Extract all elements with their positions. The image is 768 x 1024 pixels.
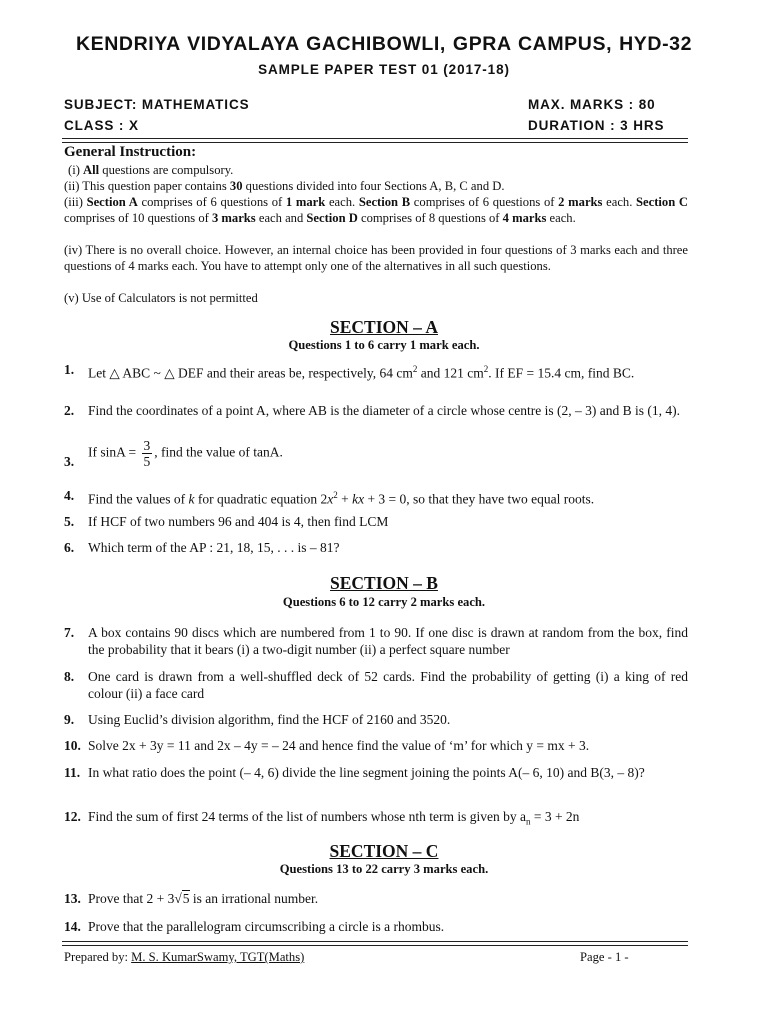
section-c-subtitle: Questions 13 to 22 carry 3 marks each. bbox=[279, 862, 489, 876]
question-3: 3. If sinA = $\frac{3}{5}$ , find the value of tanA. bbox=[64, 438, 283, 469]
question-12: 12. Find the sum of first 24 terms of the list of numbers whose nth term is given by $a_n = 3 + 2n$ bbox=[64, 809, 580, 827]
instructions-title: General Instruction: bbox=[64, 144, 197, 160]
header-divider bbox=[62, 138, 688, 143]
footer-prepared-by: Prepared by: M. S. KumarSwamy, TGT(Maths) bbox=[64, 950, 305, 964]
section-b-title: SECTION – B bbox=[330, 573, 438, 593]
question-14: 14. Prove that the parallelogram circumscribing a circle is a rhombus. bbox=[64, 919, 445, 934]
school-name: KENDRIYA VIDYALAYA GACHIBOWLI, GPRA CAMPUS, HYD-32 bbox=[75, 33, 693, 55]
question-11: 11. In what ratio does the point (– 4, 6) divide the line segment joining the points A(– 6, 10) and B(3, – 8)? bbox=[64, 765, 645, 780]
max-marks-label: MAX. MARKS : 80 bbox=[528, 97, 656, 112]
duration-label: DURATION : 3 HRS bbox=[528, 118, 665, 133]
footer-divider bbox=[62, 941, 688, 946]
question-6: 6. Which term of the AP : 21, 18, 15, . . . is – 81? bbox=[64, 540, 340, 555]
radical-expression: 2 + 3√5 bbox=[146, 891, 190, 906]
instruction-iv: (iv) There is no overall choice. However, an internal choice has been provided in four questions of 3 marks each and three questions of 4 marks each. You have to attempt only one of the alternatives in all such questions. bbox=[64, 243, 688, 273]
question-1: 1. Let △ ABC ~ △ DEF and their areas be, respectively, 64 $cm^2$ and 121 $cm^2$. If EF = 15.4 cm, find BC. bbox=[64, 362, 635, 381]
question-2: 2. Find the coordinates of a point A, where AB is the diameter of a circle whose centre is (2, – 3) and B is (1, 4). bbox=[64, 403, 680, 418]
question-8: 8. One card is drawn from a well-shuffled deck of 52 cards. Find the probability of getting (i) a king of red colour (ii) a face card bbox=[64, 669, 688, 701]
question-10: 10. Solve 2x + 3y = 11 and 2x – 4y = – 24 and hence find the value of ‘m’ for which y = mx + 3. bbox=[64, 738, 590, 753]
section-c-title: SECTION – C bbox=[329, 841, 439, 861]
section-b-subtitle: Questions 6 to 12 carry 2 marks each. bbox=[282, 595, 486, 609]
question-4: 4. Find the values of k for quadratic equation $2x^2$ + kx + 3 = 0, so that they have two equal roots. bbox=[64, 488, 595, 507]
author-name: M. S. KumarSwamy, TGT(Maths) bbox=[131, 950, 305, 964]
class-label: CLASS : X bbox=[64, 118, 139, 133]
section-a-title: SECTION – A bbox=[330, 317, 438, 337]
question-5: 5. If HCF of two numbers 96 and 404 is 4, then find LCM bbox=[64, 514, 389, 529]
section-a-subtitle: Questions 1 to 6 carry 1 mark each. bbox=[288, 338, 480, 352]
fraction-three-fifths: $\frac{3}{5}$ bbox=[143, 438, 151, 469]
instruction-ii: (ii) This question paper contains 30 questions divided into four Sections A, B, C and D. bbox=[64, 179, 505, 193]
question-13: 13. Prove that 2 + 3√5 is an irrational number. bbox=[64, 891, 319, 906]
page-number: Page - 1 - bbox=[580, 950, 629, 964]
instruction-v: (v) Use of Calculators is not permitted bbox=[64, 291, 258, 305]
question-7: 7. A box contains 90 discs which are numbered from 1 to 90. If one disc is drawn at random from the box, find the probability that it bears (i) a two-digit number (ii) a perfect square number bbox=[64, 625, 688, 657]
instruction-iii: (iii) Section A comprises of 6 questions of 1 mark each. Section B comprises of 6 questions of 2 marks each. Section C comprises of 10 questions of 3 marks each and Section D comprises of 8 questions of 4 marks each. bbox=[64, 195, 689, 225]
instruction-i: (i) All questions are compulsory. bbox=[68, 163, 234, 177]
paper-title: SAMPLE PAPER TEST 01 (2017-18) bbox=[258, 62, 510, 77]
question-9: 9. Using Euclid’s division algorithm, find the HCF of 2160 and 3520. bbox=[64, 712, 451, 727]
subject-label: SUBJECT: MATHEMATICS bbox=[64, 97, 250, 112]
